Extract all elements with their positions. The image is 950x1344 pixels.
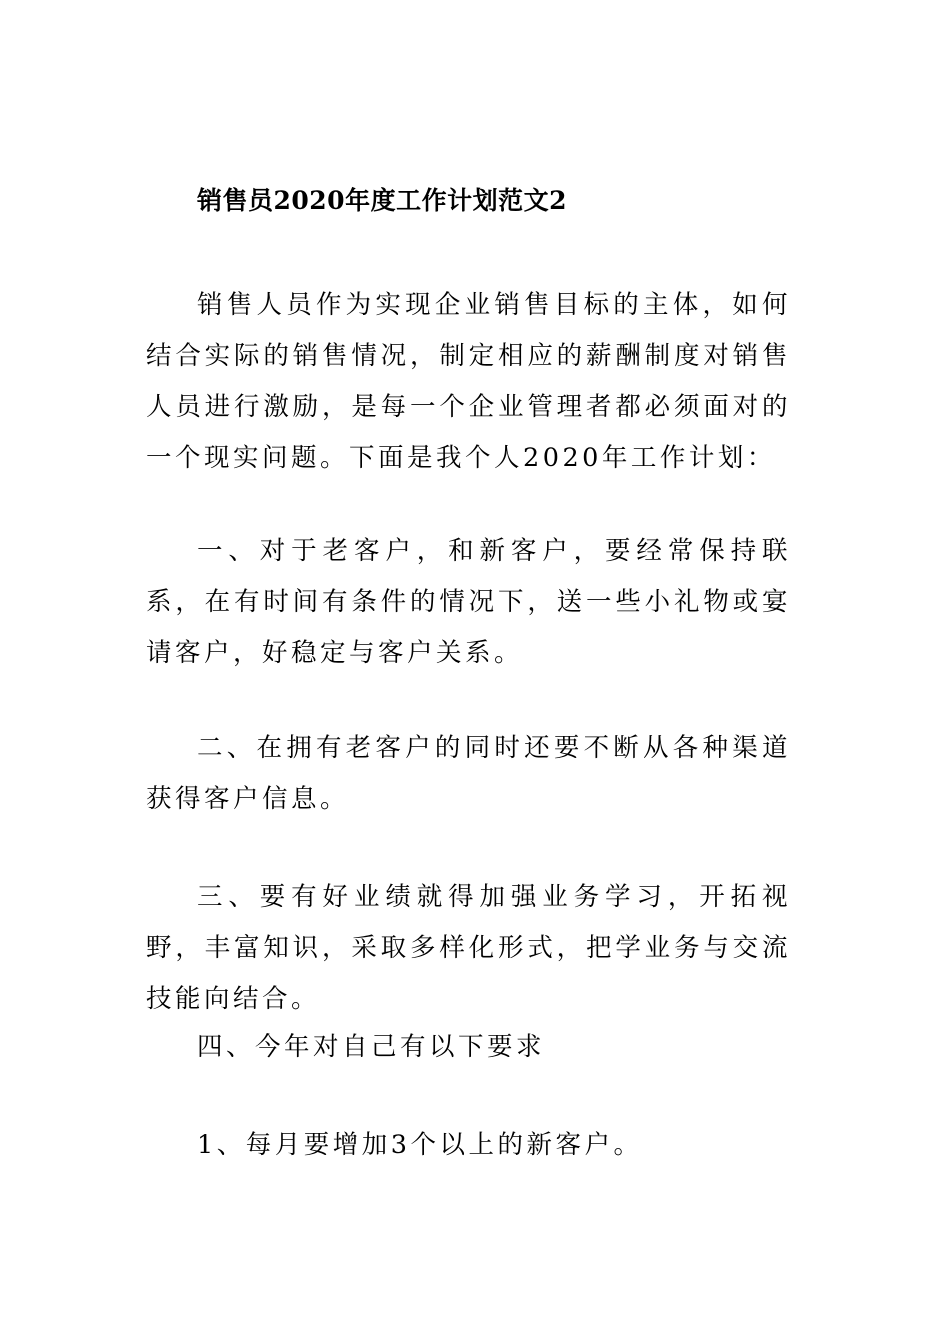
paragraph-item-4: 四、今年对自己有以下要求 <box>197 1032 546 1062</box>
paragraph-item-3: 三、要有好业绩就得加强业务学习，开拓视野，丰富知识，采取多样化形式，把学业务与交流技能向结合。 <box>146 882 791 1014</box>
paragraph-item-1: 一、对于老客户，和新客户，要经常保持联系，在有时间有条件的情况下，送一些小礼物或宴请客户，好稳定与客户关系。 <box>146 536 791 668</box>
document-title: 销售员2020年度工作计划范文2 <box>197 186 567 215</box>
paragraph-requirement-1: 1、每月要增加3个以上的新客户。 <box>197 1130 643 1160</box>
paragraph-item-2: 二、在拥有老客户的同时还要不断从各种渠道获得客户信息。 <box>146 733 791 814</box>
paragraph-intro: 销售人员作为实现企业销售目标的主体，如何结合实际的销售情况，制定相应的薪酬制度对销售人员进行激励，是每一个企业管理者都必须面对的一个现实问题。下面是我个人2020年工作计划： <box>146 290 791 473</box>
